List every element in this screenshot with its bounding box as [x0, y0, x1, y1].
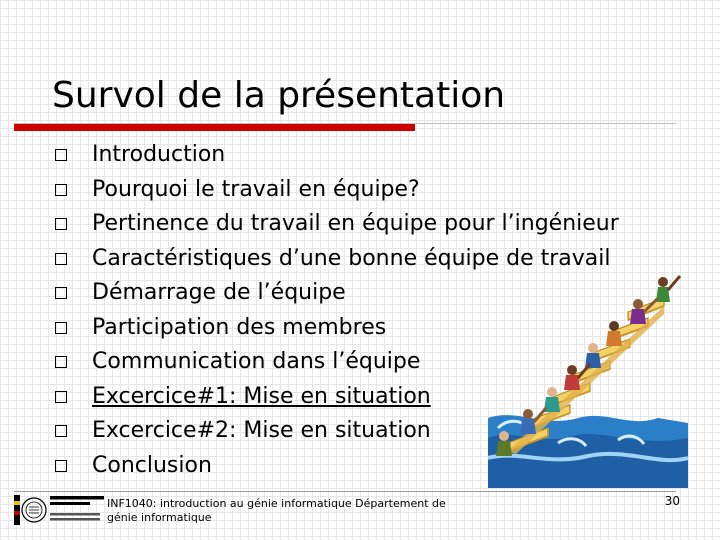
bullet-item — [0, 207, 720, 241]
bullet-item — [0, 138, 720, 172]
bullet-text: Pourquoi le travail en équipe? — [92, 176, 420, 202]
square-bullet-icon — [55, 356, 67, 368]
square-bullet-icon — [55, 253, 67, 265]
page-number: 30 — [664, 494, 680, 508]
square-bullet-icon — [55, 322, 67, 334]
bullet-text: Excercice#2: Mise en situation — [92, 418, 431, 443]
bullet-text: Communication dans l’équipe — [92, 349, 421, 374]
teamwork-staircase-clipart — [488, 268, 688, 488]
bullet-item — [0, 173, 720, 207]
bullet-text: Participation des membres — [92, 314, 387, 340]
bullet-text: Conclusion — [92, 452, 212, 478]
square-bullet-icon — [55, 391, 67, 403]
exercise-1-link[interactable]: Excercice#1: Mise en situation — [92, 383, 431, 409]
square-bullet-icon — [55, 287, 67, 299]
square-bullet-icon — [55, 460, 67, 472]
footer-divider — [14, 491, 676, 492]
bullet-text: Pertinence du travail en équipe pour l’ingénieur — [92, 211, 619, 236]
slide-title: Survol de la présentation — [52, 75, 506, 116]
course-footer-text: INF1040: introduction au génie informatique Département de génie informatique — [107, 497, 446, 524]
square-bullet-icon — [55, 218, 67, 230]
bullet-text: Introduction — [92, 142, 226, 167]
title-accent-bar — [14, 124, 415, 131]
bullet-text: Caractéristiques d’une bonne équipe de travail — [92, 245, 611, 271]
polytechnique-montreal-logo — [12, 493, 106, 527]
bullet-text: Démarrage de l’équipe — [92, 280, 346, 305]
square-bullet-icon — [55, 425, 67, 437]
square-bullet-icon — [55, 149, 67, 161]
square-bullet-icon — [55, 184, 67, 196]
